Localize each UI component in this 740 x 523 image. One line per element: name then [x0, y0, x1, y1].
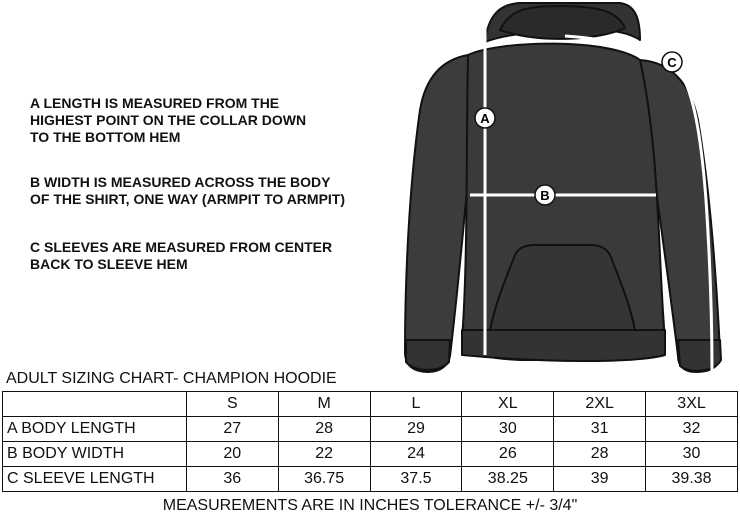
- measurement-note: MEASUREMENTS ARE IN INCHES TOLERANCE +/- 3/4": [162, 497, 578, 514]
- table-cell: 39.38: [646, 467, 738, 492]
- marker-b-label: B: [540, 188, 550, 203]
- marker-c: [662, 52, 682, 72]
- table-cell: 27: [186, 417, 278, 442]
- table-cell: 37.5: [370, 467, 462, 492]
- marker-b: [535, 185, 555, 205]
- header-cell: 2XL: [554, 392, 646, 417]
- instruction-line: A LENGTH IS MEASURED FROM THE: [30, 95, 280, 111]
- table-row: [3, 442, 738, 467]
- instruction-sleeve: [30, 239, 332, 273]
- table-cell: 36: [186, 467, 278, 492]
- hood-opening: [500, 6, 625, 39]
- table-cell: 26: [462, 442, 554, 467]
- table-cell: 20: [186, 442, 278, 467]
- header-cell: M: [278, 392, 370, 417]
- table-cell: 24: [370, 442, 462, 467]
- header-cell: S: [186, 392, 278, 417]
- row-label: A BODY LENGTH: [3, 417, 187, 442]
- instruction-line: BACK TO SLEEVE HEM: [30, 256, 188, 272]
- instruction-length: [30, 95, 306, 146]
- header-cell: 3XL: [646, 392, 738, 417]
- header-cell: L: [370, 392, 462, 417]
- instruction-line: B WIDTH IS MEASURED ACROSS THE BODY: [30, 174, 331, 190]
- right-cuff: [678, 340, 721, 371]
- instruction-line: HIGHEST POINT ON THE COLLAR DOWN: [30, 112, 307, 128]
- header-cell: XL: [462, 392, 554, 417]
- instruction-width: [30, 174, 345, 208]
- table-cell: 31: [554, 417, 646, 442]
- marker-a-label: A: [480, 111, 490, 126]
- row-label: C SLEEVE LENGTH: [3, 467, 187, 492]
- table-cell: 36.75: [278, 467, 370, 492]
- instruction-line: C SLEEVES ARE MEASURED FROM CENTER: [30, 239, 333, 255]
- instruction-line: TO THE BOTTOM HEM: [30, 129, 181, 145]
- table-cell: 22: [278, 442, 370, 467]
- table-row: [3, 417, 738, 442]
- table-row: [3, 467, 738, 492]
- left-cuff: [406, 340, 450, 370]
- table-cell: 30: [462, 417, 554, 442]
- chart-title: ADULT SIZING CHART- CHAMPION HOODIE: [6, 370, 337, 387]
- left-sleeve: [405, 55, 470, 372]
- marker-a: [475, 108, 495, 128]
- waistband: [462, 330, 665, 361]
- sizing-table: [2, 391, 738, 492]
- table-cell: 39: [554, 467, 646, 492]
- table-cell: 38.25: [462, 467, 554, 492]
- table-cell: 32: [646, 417, 738, 442]
- marker-c-label: C: [667, 55, 677, 70]
- hoodie-measurement-diagram: [395, 0, 735, 378]
- table-cell: 30: [646, 442, 738, 467]
- header-cell: [3, 392, 187, 417]
- table-header-row: [3, 392, 738, 417]
- table-cell: 28: [278, 417, 370, 442]
- row-label: B BODY WIDTH: [3, 442, 187, 467]
- instruction-line: OF THE SHIRT, ONE WAY (ARMPIT TO ARMPIT): [30, 191, 346, 207]
- table-cell: 28: [554, 442, 646, 467]
- table-cell: 29: [370, 417, 462, 442]
